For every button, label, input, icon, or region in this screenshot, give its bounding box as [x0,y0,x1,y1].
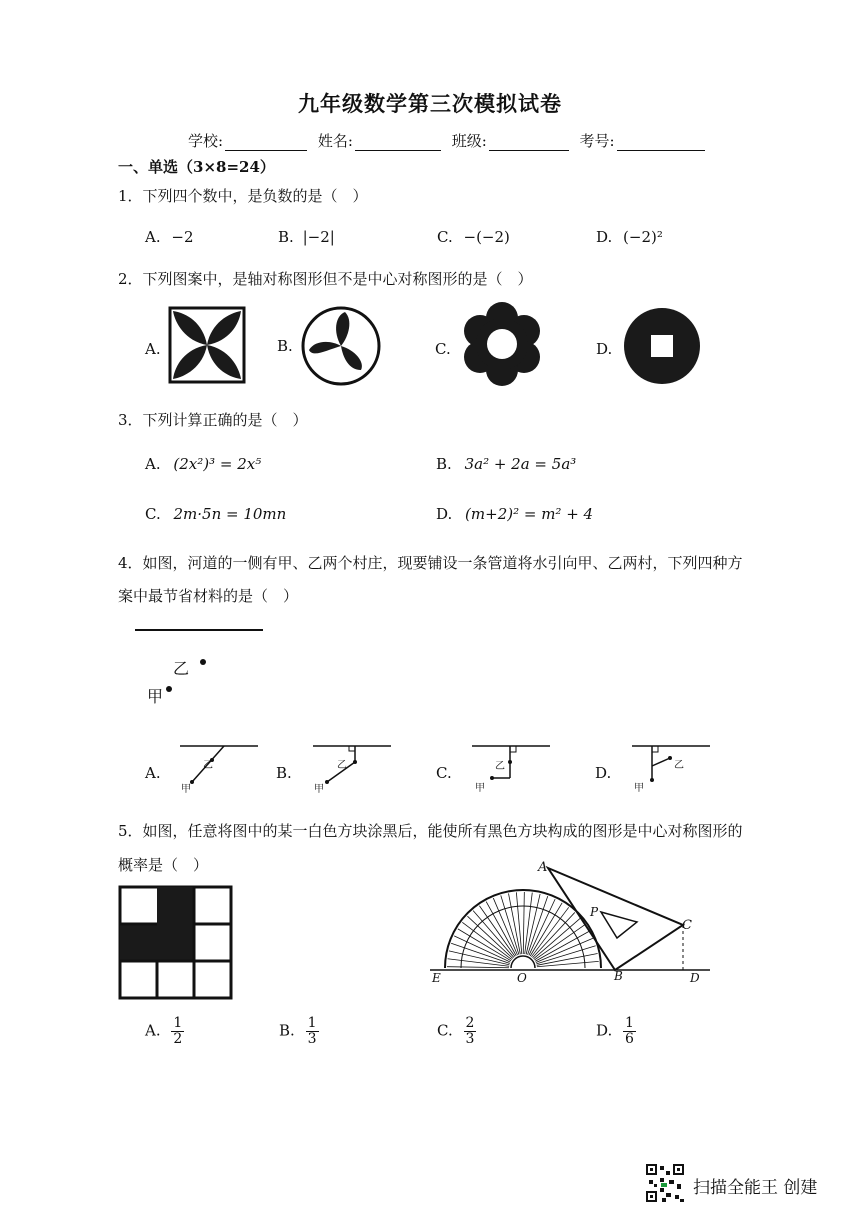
class-label: 班级: [451,132,487,150]
q3-option-a [145,455,261,473]
village-b-dot [668,756,672,760]
point-label-c: C [682,918,692,933]
black-square-top [157,887,194,961]
q1-b-label: B. [278,228,294,246]
q3-a-label: A. [145,455,161,473]
q5-b-numerator: 1 [307,1015,317,1031]
q1-option-d [596,228,663,246]
q1-a-label: A. [145,228,161,246]
right-angle-mark [652,746,658,752]
four-petal-pattern [173,311,241,379]
q4a-village-b: 乙 [203,760,213,771]
q5-c-denominator: 3 [465,1031,475,1047]
point-label-b: B [614,969,623,983]
q4c-village-a: 甲 [475,783,485,794]
q1-d-label: D. [596,228,613,246]
q3-option-c [145,505,286,523]
q5-stem-line1: 5．如图，任意将图中的某一白色方块涂黑后，能使所有黑色方块构成的图形是中心对称图形的 [118,822,743,840]
q4d-village-b: 乙 [674,760,684,771]
q1-d-text: (−2)² [623,228,663,246]
q5-c-numerator: 2 [465,1015,475,1031]
protractor-ray [447,967,509,968]
village-a-label: 甲 [147,687,164,706]
q3-d-text: (m+2)² = m² + 4 [465,505,594,523]
q1-a-text: −2 [171,228,194,246]
q2-c-label: C. [435,340,451,358]
q4-d-label: D. [595,764,612,782]
q5-d-label: D. [596,1021,613,1040]
q2-stem: 2．下列图案中，是轴对称图形但不是中心对称图形的是（ ） [118,270,533,288]
q5-grid-figure [118,885,234,1001]
village-b-dot [200,659,206,665]
q5-a-denominator: 2 [173,1031,183,1047]
q4-a-label: A. [145,764,161,782]
protractor-ray [516,892,521,954]
q5-b-fraction [306,1016,319,1047]
village-a-dot [650,778,654,782]
q3-d-label: D. [436,505,453,523]
q1-c-text: −(−2) [463,228,510,246]
student-info-row [188,130,711,151]
point-label-a: A [538,860,548,875]
protractor-ray [537,961,599,966]
q5-d-fraction [623,1016,636,1047]
q1-b-text: |−2| [302,228,335,246]
protractor-ray [454,936,510,962]
exam-no-label: 考号: [579,132,615,150]
school-blank [225,136,307,151]
q5-option-d [596,1016,636,1047]
protractor-center [511,956,535,968]
three-petal-pattern [309,312,362,370]
name-label: 姓名: [317,132,353,150]
q5-a-label: A. [145,1021,161,1040]
q5-option-c [437,1016,476,1047]
q2-figure-c [460,302,544,386]
connecting-pipe [652,758,670,766]
q5-b-label: B. [279,1021,295,1040]
q3-b-label: B. [436,455,452,473]
q2-figure-a [167,305,247,385]
q2-figure-b [299,304,383,388]
triangle-inner-hole [601,912,637,938]
q4b-village-a: 甲 [314,784,324,795]
q4b-village-b: 乙 [337,760,347,771]
point-label-e: E [432,971,441,985]
q5-option-b [279,1016,319,1047]
exam-title: 九年级数学第三次模拟试卷 [298,91,562,116]
point-label-o: O [517,971,527,985]
q3-option-b [436,455,576,473]
village-b-dot [353,760,357,764]
q4-c-label: C. [436,764,452,782]
q2-b-label: B. [277,337,293,355]
q3-c-label: C. [145,505,161,523]
q4-stem-line1: 4．如图，河道的一侧有甲、乙两个村庄，现要铺设一条管道将水引向甲、乙两村，下列四种方 [118,554,743,572]
q1-option-a [145,228,194,246]
q5-b-denominator: 3 [307,1031,317,1047]
q5-c-label: C. [437,1021,453,1040]
q1-c-label: C. [437,228,453,246]
q2-d-label: D. [596,340,613,358]
q4-stem-line2: 案中最节省材料的是（ ） [118,587,299,605]
q4d-village-a: 甲 [634,783,644,794]
q5-a-fraction [171,1016,184,1047]
q2-a-label: A. [145,340,161,358]
village-b-dot [508,760,512,764]
village-a-dot [325,780,329,784]
q5-c-fraction [464,1016,477,1047]
footer-watermark-text: 扫描全能王 创建 [693,1178,818,1198]
flower-center-hole [487,329,517,359]
q2-figure-d [622,306,702,386]
q3-c-text: 2m·5n = 10mn [173,505,287,523]
q4c-village-b: 乙 [495,761,505,772]
village-a-dot [490,776,494,780]
exam-no-blank [617,136,705,151]
point-label-p: P [590,905,599,919]
q5-a-numerator: 1 [173,1015,183,1031]
section-heading: 一、单选（3×8=24） [118,158,275,176]
coin-square-hole [651,335,673,357]
name-blank [355,136,441,151]
qr-code-icon [645,1163,685,1203]
q3-b-text: 3a² + 2a = 5a³ [464,455,577,473]
q1-option-c [437,228,510,246]
village-b-label: 乙 [173,659,190,678]
point-label-d: D [690,971,700,985]
q5-option-a [145,1016,184,1047]
q3-stem: 3．下列计算正确的是（ ） [118,411,308,429]
protractor-figure [425,860,715,990]
q1-stem: 1．下列四个数中，是负数的是（ ） [118,187,368,205]
right-angle-mark [510,746,516,752]
q4a-village-a: 甲 [181,784,191,795]
q4-b-label: B. [276,764,292,782]
q1-option-b [278,228,335,246]
q3-a-text: (2x²)³ = 2x⁵ [173,455,262,473]
protractor-ray [523,892,524,954]
q3-option-d [436,505,593,523]
q5-stem-line2: 概率是（ ） [118,856,209,874]
village-a-dot [166,686,172,692]
q5-d-denominator: 6 [625,1031,634,1047]
q5-d-numerator: 1 [625,1015,634,1031]
protractor-ray [529,899,555,955]
school-label: 学校: [188,132,224,150]
black-square-left [120,924,157,961]
class-blank [489,136,569,151]
